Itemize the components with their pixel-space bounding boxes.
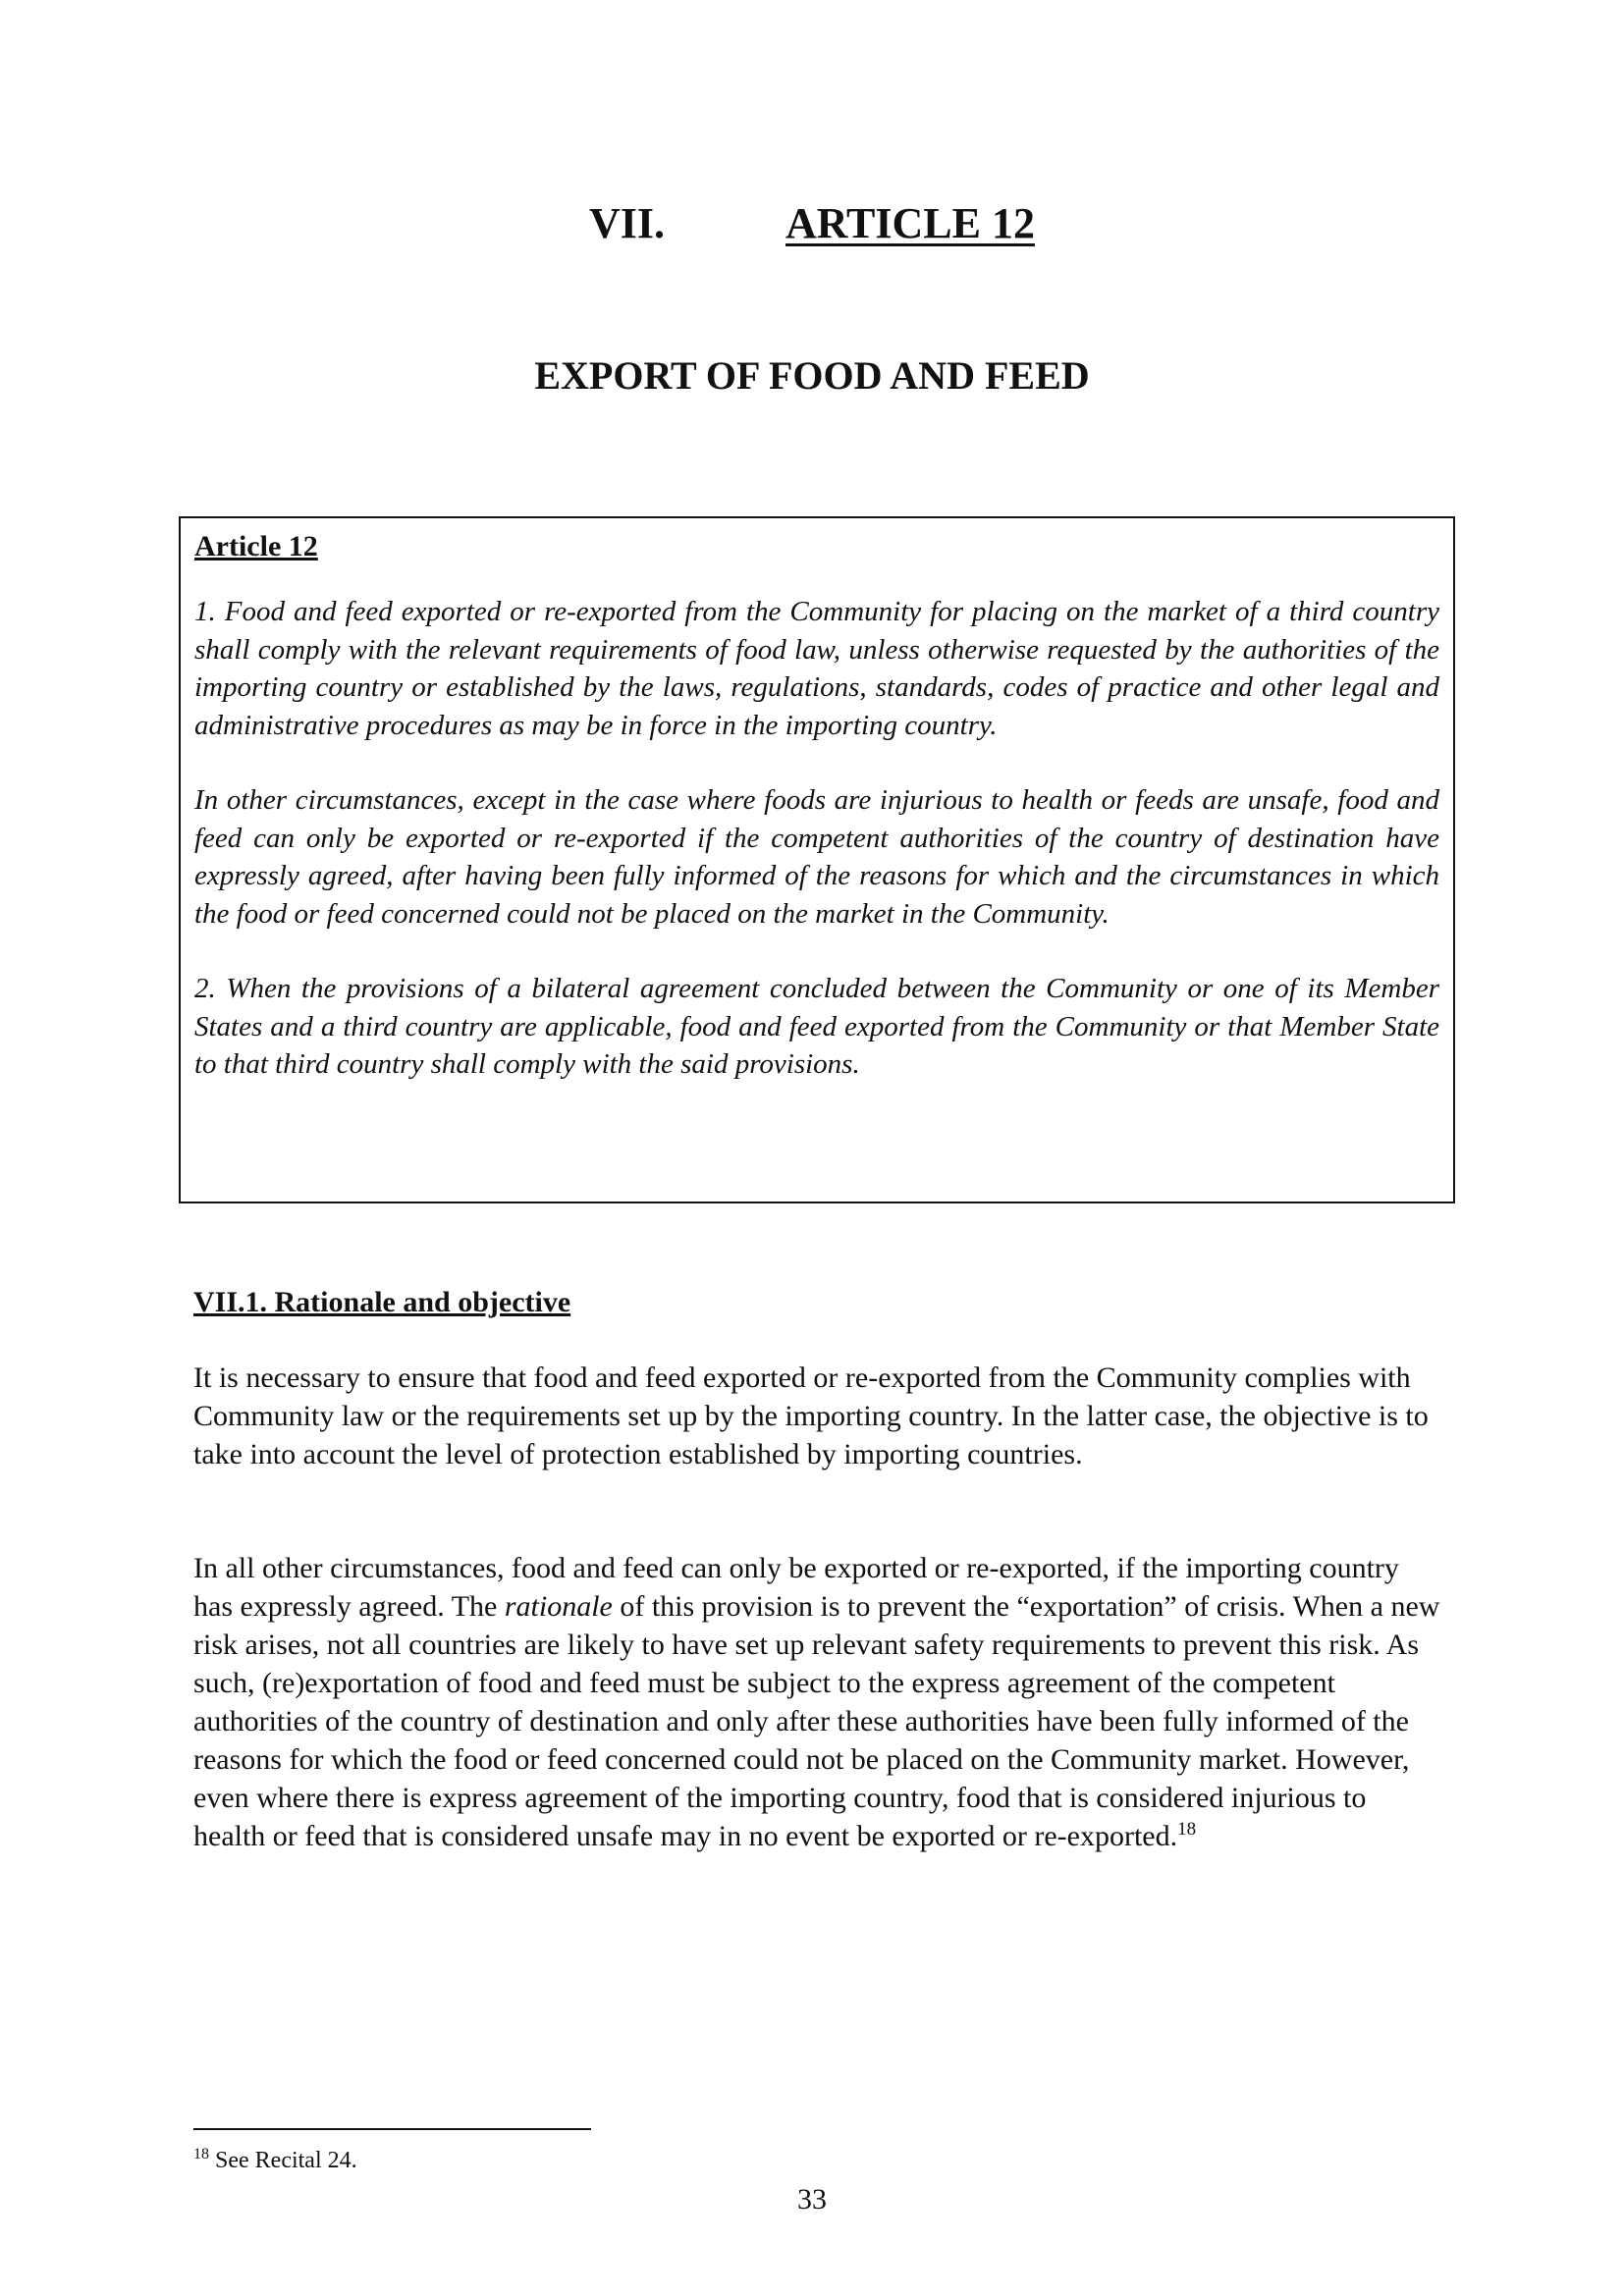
body-paragraph-1: It is necessary to ensure that food and feed exported or re-exported from the Community complies with Community law or the requirements set up by the importing country. In the latter case, the objective is to take into account the level of protection established by importing countries. (193, 1362, 1429, 1470)
body-paragraph-2-start: In all other circumstances, food and feed can only be exported or re-exported, if the importing country has expressly agreed. The (193, 1552, 1399, 1623)
body-paragraph-2 (193, 1549, 1440, 1855)
subsection-heading: VII.1. Rationale and objective (193, 1286, 571, 1318)
chapter-heading (0, 196, 1624, 251)
body-paragraph-2-italic: rationale (504, 1590, 613, 1623)
chapter-heading-underlined (589, 196, 1035, 251)
chapter-number: VII. (589, 199, 666, 247)
section-title: EXPORT OF FOOD AND FEED (534, 353, 1090, 398)
footnote-divider (193, 2128, 591, 2130)
article-text-box (179, 516, 1455, 1203)
article-paragraph-3: 2. When the provisions of a bilateral agreement concluded between the Community or one of its Member States and a third country are applicable, food and feed exported from the Community or that Member State to that third country shall comply with the said provisions. (194, 973, 1439, 1080)
footnote-text: See Recital 24. (209, 2148, 357, 2173)
article-label: Article 12 (194, 530, 318, 562)
article-paragraph-1: 1. Food and feed exported or re-exported from the Community for placing on the market of a third country shall comply with the relevant requirements of food law, unless otherwise requested by the authorities of the importing country or established by the laws, regulations, standards, codes of practice and other legal and administrative procedures as may be in force in the importing country. (194, 596, 1439, 741)
page-number: 33 (797, 2183, 827, 2216)
footnote-number: 18 (193, 2146, 209, 2163)
chapter-title: ARTICLE 12 (785, 199, 1035, 247)
footnote-reference[interactable]: 18 (1177, 1819, 1197, 1840)
footnote (193, 2146, 357, 2175)
body-paragraph-2-rest: of this provision is to prevent the “exportation” of crisis. When a new risk arises, not all countries are likely to have set up relevant safety requirements to prevent this risk. As such, (re)exportation of food and feed must be subject to the express agreement of the competent authorities of the country of destination and only after these authorities have been fully informed of the reasons for which the food or feed concerned could not be placed on the Community market. However, even where there is express agreement of the importing country, food that is considered injurious to health or feed that is considered unsafe may in no event be exported or re-exported. (193, 1590, 1440, 1852)
article-paragraph-2: In other circumstances, except in the case where foods are injurious to health or feeds are unsafe, food and feed can only be exported or re-exported if the competent authorities of the country of destination have expressly agreed, after having been fully informed of the reasons for which and the circumstances in which the food or feed concerned could not be placed on the market in the Community. (194, 784, 1439, 930)
